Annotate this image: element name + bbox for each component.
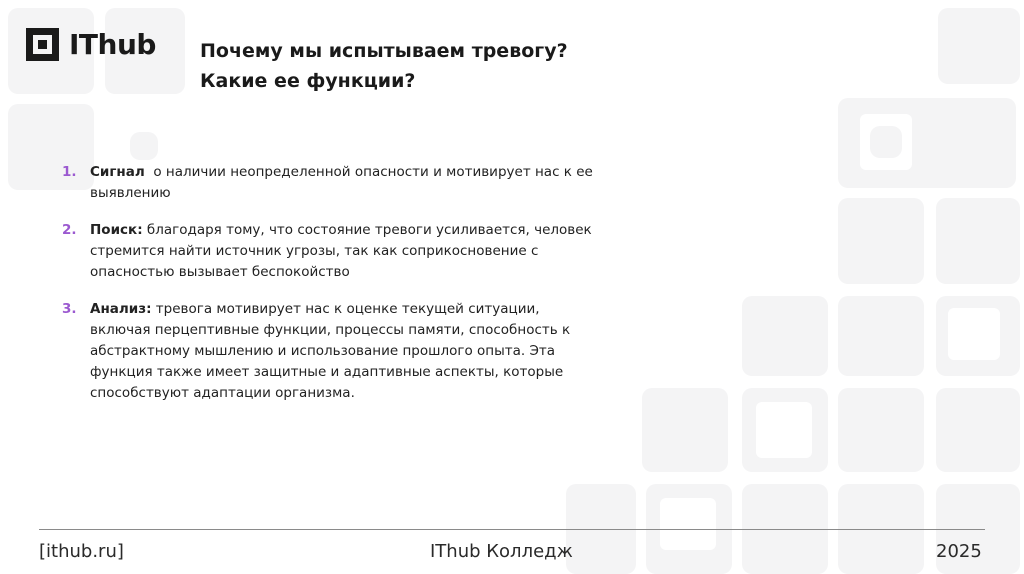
list-item-term: Поиск:: [90, 222, 143, 238]
functions-list: [62, 162, 622, 420]
bg-tile: [838, 296, 924, 376]
list-item-text: [90, 162, 618, 204]
list-item-description: благодаря тому, что состояние тревоги усиливается, человек стремится найти источник угрозы, так как соприкосновение с опасностью вызывает беспокойство: [90, 222, 592, 280]
logo-text: IThub: [69, 27, 156, 61]
bg-tile: [838, 388, 924, 472]
bg-tile-hole: [660, 498, 716, 550]
bg-tile-hole: [756, 402, 812, 458]
bg-tile: [838, 198, 924, 284]
bg-tile: [936, 198, 1020, 284]
list-item: [62, 162, 622, 204]
bg-tile: [742, 296, 828, 376]
list-item-number: 2.: [62, 222, 77, 238]
list-item-term: Сигнал: [90, 164, 145, 180]
list-item-number: 1.: [62, 164, 77, 180]
bg-tile-hole: [948, 308, 1000, 360]
list-item-text: [90, 220, 600, 283]
ithub-logo: [26, 24, 156, 64]
slide-title-line-1: Почему мы испытываем тревогу?: [200, 40, 568, 62]
footer-site-link[interactable]: [ithub.ru]: [39, 541, 124, 562]
list-item-text: [90, 299, 590, 404]
footer-college-name: IThub Колледж: [430, 541, 573, 562]
list-item: [62, 299, 622, 404]
logo-square-icon: [26, 28, 59, 61]
bg-tile: [938, 8, 1020, 84]
list-item: [62, 220, 622, 283]
list-item-term: Анализ:: [90, 301, 152, 317]
bg-tile: [642, 388, 728, 472]
bg-tile: [130, 132, 158, 160]
list-item-number: 3.: [62, 301, 77, 317]
list-item-description: тревога мотивирует нас к оценке текущей ситуации, включая перцептивные функции, процессы памяти, способность к абстрактному мышлению и использование прошлого опыта. Эта функция также имеет защитные и адаптивные аспекты, которые способствуют адаптации организма.: [90, 301, 571, 401]
slide-title-line-2: Какие ее функции?: [200, 70, 416, 92]
slide-title: [200, 36, 620, 96]
footer-divider: [39, 529, 985, 530]
footer-year: 2025: [936, 541, 982, 562]
bg-tile: [936, 388, 1020, 472]
list-item-description: о наличии неопределенной опасности и мотивирует нас к ее выявлению: [90, 164, 593, 201]
bg-tile: [870, 126, 902, 158]
